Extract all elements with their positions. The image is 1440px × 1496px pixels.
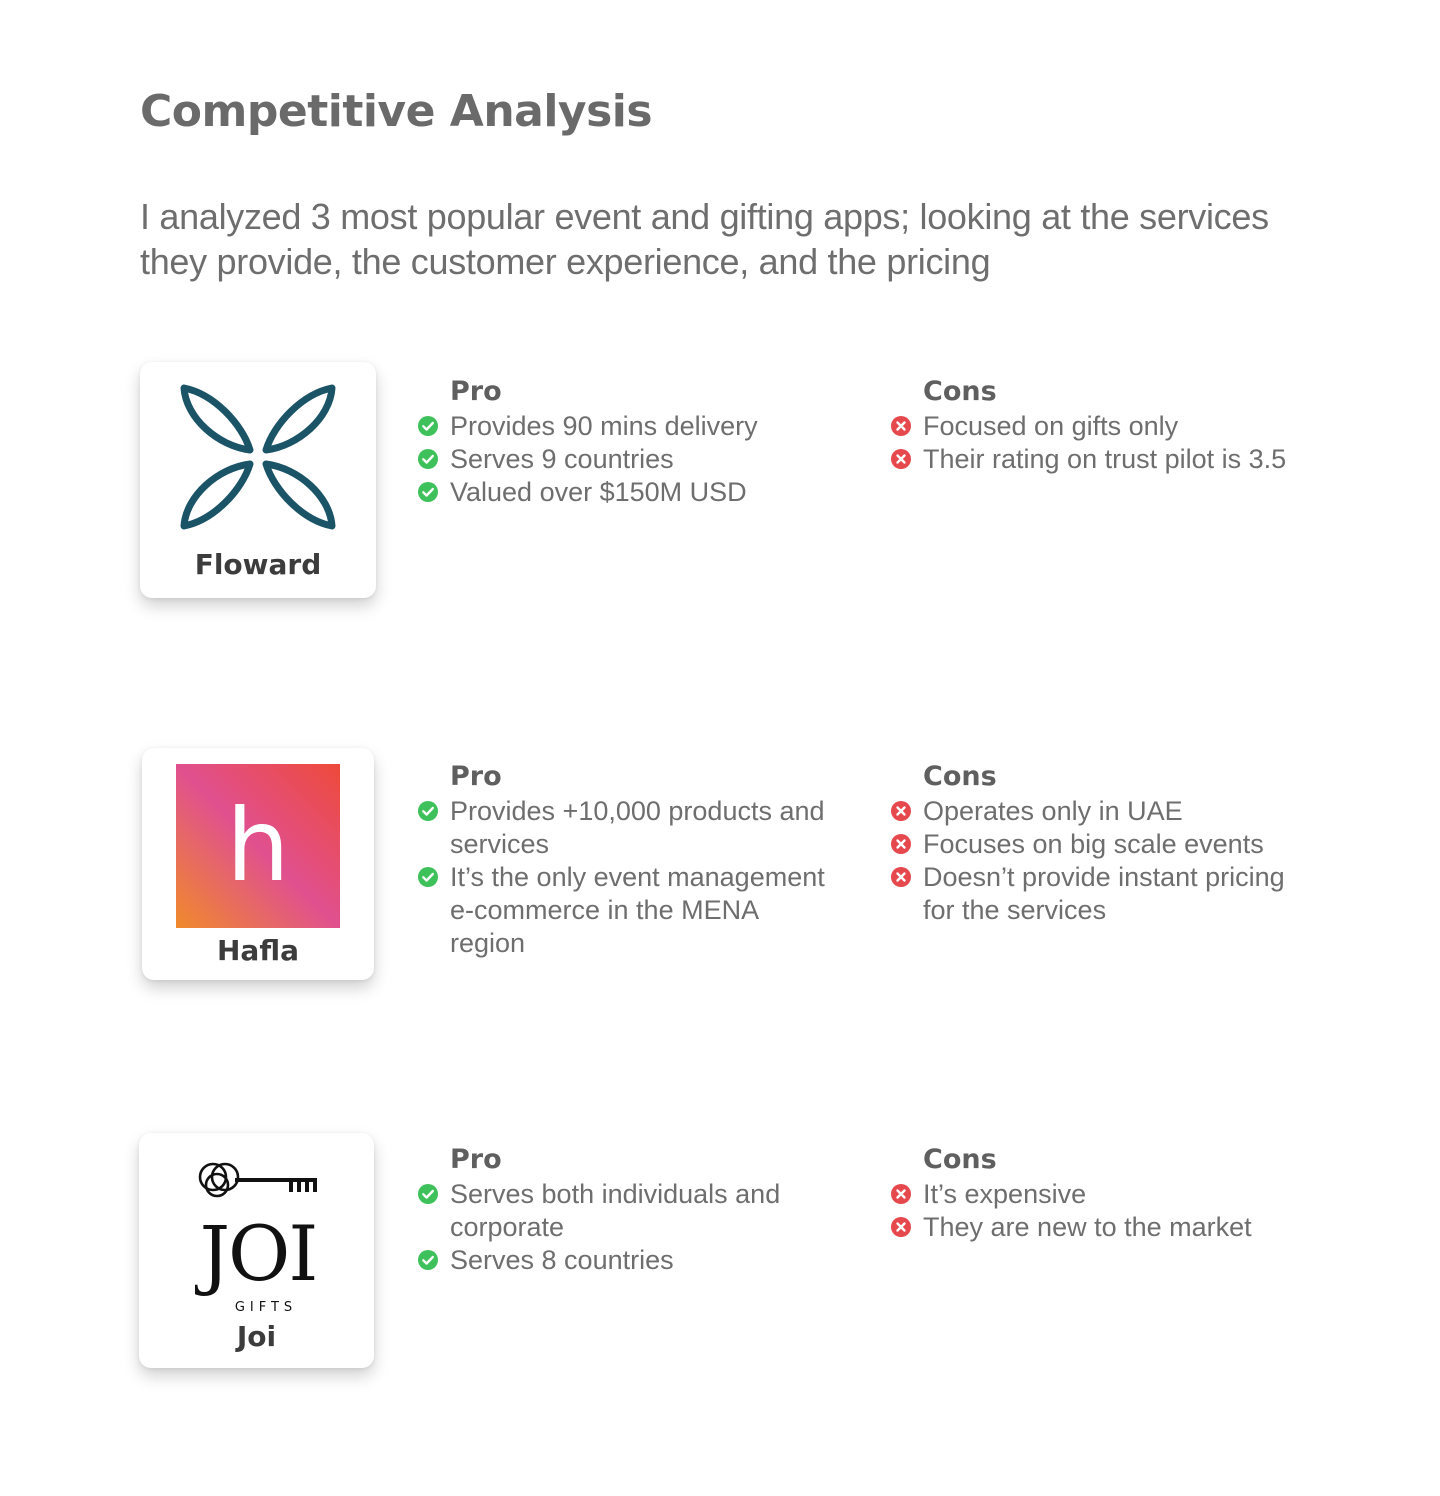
cross-circle-icon [890, 448, 912, 470]
cross-circle-icon [890, 800, 912, 822]
check-circle-icon [417, 800, 439, 822]
pro-item: Serves 8 countries [417, 1244, 827, 1277]
pro-list [417, 410, 827, 509]
page-title: Competitive Analysis [140, 86, 653, 137]
cons-heading: Cons [923, 761, 997, 792]
joi-key-logo-icon [195, 1155, 321, 1315]
competitor-card-joi [139, 1133, 374, 1368]
con-item: They are new to the market [890, 1211, 1310, 1244]
pro-item: It’s the only event management e-commerce in the MENA region [417, 861, 827, 960]
cross-circle-icon [890, 415, 912, 437]
pro-item: Valued over $150M USD [417, 476, 827, 509]
pro-list [417, 1178, 827, 1277]
pro-heading: Pro [450, 761, 502, 792]
cons-list [890, 410, 1310, 476]
competitor-name: Floward [194, 548, 322, 581]
intro-paragraph: I analyzed 3 most popular event and gifting apps; looking at the services they provide, the customer experience, and the pricing [140, 196, 1269, 282]
competitor-name: Joi [236, 1320, 277, 1353]
pro-list [417, 795, 827, 960]
joi-subtitle: GIFTS [234, 1300, 298, 1315]
con-item: Focused on gifts only [890, 410, 1310, 443]
hafla-logo-icon [176, 764, 340, 928]
con-item: Operates only in UAE [890, 795, 1310, 828]
floward-logo-icon [176, 382, 340, 532]
check-circle-icon [417, 866, 439, 888]
cross-circle-icon [890, 1216, 912, 1238]
check-circle-icon [417, 481, 439, 503]
pro-item: Serves both individuals and corporate [417, 1178, 827, 1244]
con-item: Doesn’t provide instant pricing for the services [890, 861, 1310, 927]
pro-item: Serves 9 countries [417, 443, 827, 476]
check-circle-icon [417, 1183, 439, 1205]
check-circle-icon [417, 1249, 439, 1271]
pro-item: Provides 90 mins delivery [417, 410, 827, 443]
pro-item: Provides +10,000 products and services [417, 795, 827, 861]
cross-circle-icon [890, 866, 912, 888]
pro-heading: Pro [450, 376, 502, 407]
cross-circle-icon [890, 1183, 912, 1205]
check-circle-icon [417, 448, 439, 470]
check-circle-icon [417, 415, 439, 437]
con-item: Focuses on big scale events [890, 828, 1310, 861]
con-item: It’s expensive [890, 1178, 1310, 1211]
hafla-letter: h [226, 787, 290, 904]
competitor-card-hafla [142, 748, 374, 980]
pro-heading: Pro [450, 1144, 502, 1175]
competitor-card-floward [140, 362, 376, 598]
competitor-name: Hafla [217, 934, 299, 967]
con-item: Their rating on trust pilot is 3.5 [890, 443, 1310, 476]
cons-heading: Cons [923, 1144, 997, 1175]
joi-wordmark: JOI [199, 1209, 317, 1298]
cross-circle-icon [890, 833, 912, 855]
cons-heading: Cons [923, 376, 997, 407]
cons-list [890, 1178, 1310, 1244]
cons-list [890, 795, 1310, 927]
